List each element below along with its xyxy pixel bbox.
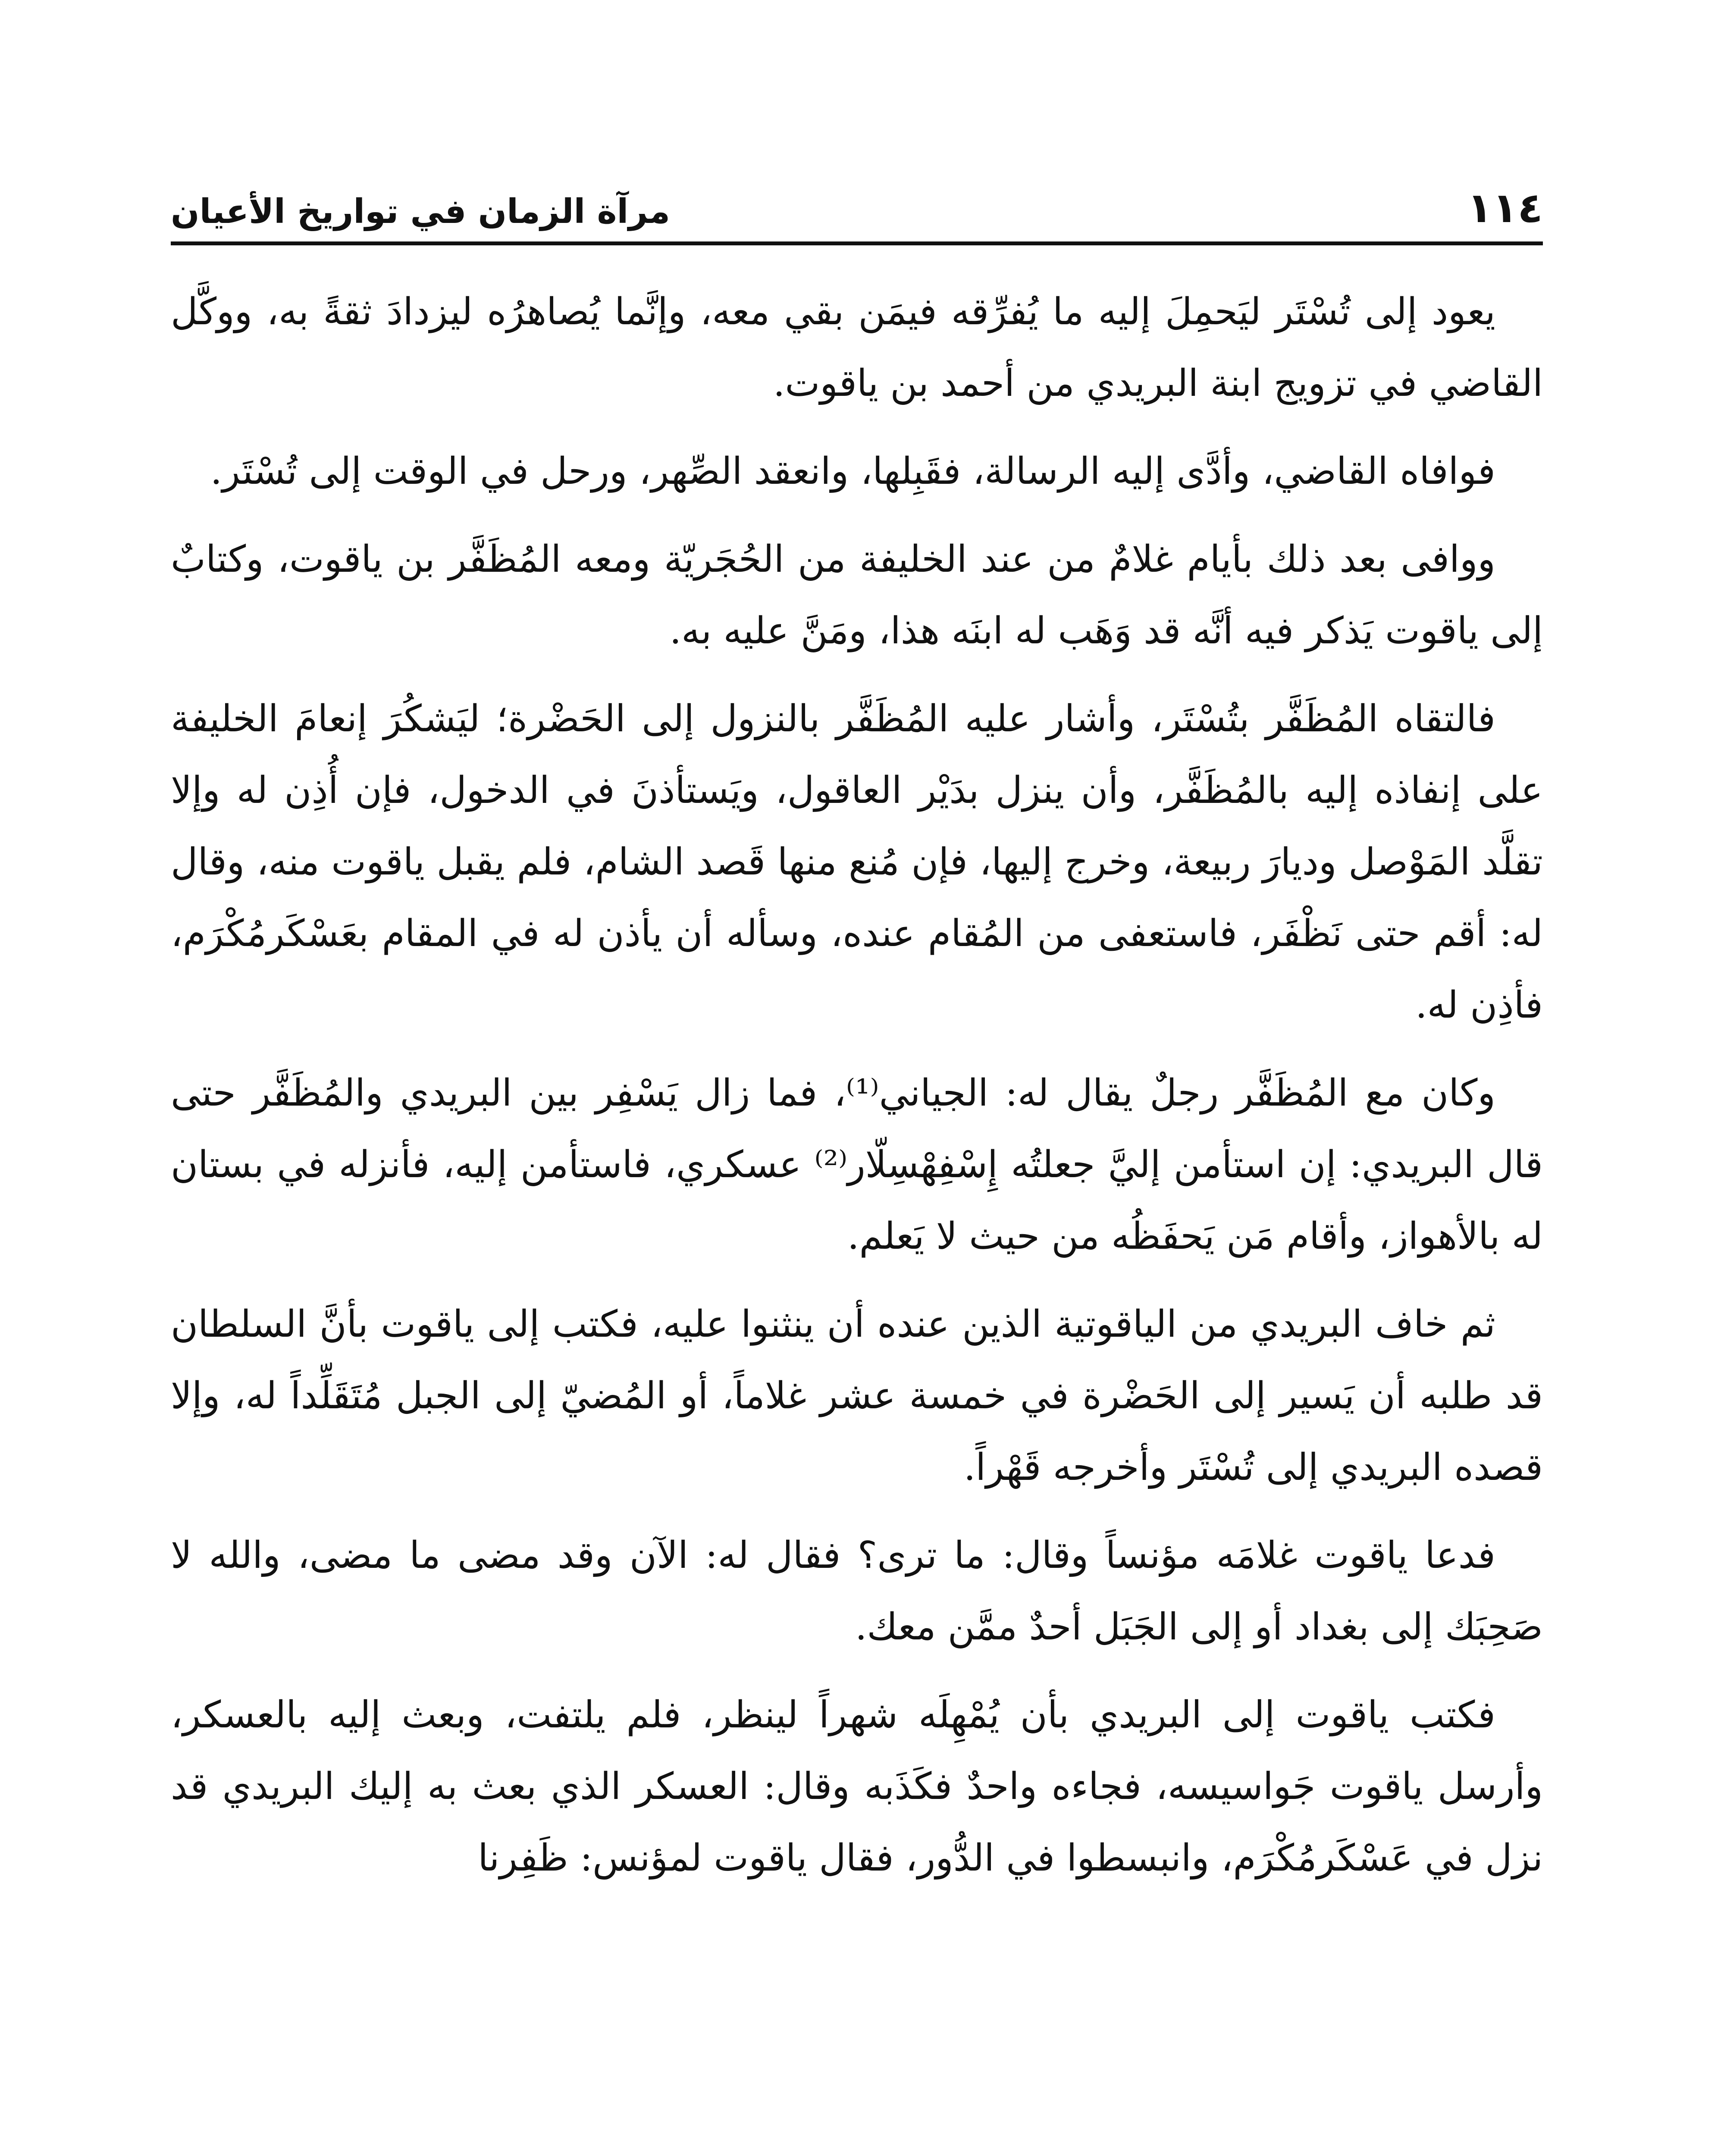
book-title: مرآة الزمان في تواريخ الأعيان bbox=[171, 192, 671, 231]
paragraph-8: فكتب ياقوت إلى البريدي بأن يُمْهِلَه شهراً لينظر، فلم يلتفت، وبعث إليه بالعسكر، وأرسل ياقوت جَواسيسه، فجاءه واحدٌ فكَذَبه وقال: العسكر الذي بعث به إليك البريدي قد نزل في عَسْكَرمُكْرَم، وانبسطوا في الدُّور، فقال ياقوت لمؤنس: ظَفِرنا bbox=[171, 1693, 1543, 1880]
body-text bbox=[171, 276, 1543, 2156]
page-number: ١١٤ bbox=[1467, 184, 1543, 232]
header-divider bbox=[171, 241, 1543, 245]
paragraph-3: ووافى بعد ذلك بأيام غلامٌ من عند الخليفة من الحُجَريّة ومعه المُظَفَّر بن ياقوت، وكتابٌ إلى ياقوت يَذكر فيه أنَّه قد وَهَب له ابنَه هذا، ومَنَّ عليه به. bbox=[171, 538, 1543, 652]
paragraph-1: يعود إلى تُسْتَر ليَحمِلَ إليه ما يُفرِّقه فيمَن بقي معه، وإنَّما يُصاهرُه ليزدادَ ثقةً به، ووكَّل القاضي في تزويج ابنة البريدي من أحمد بن ياقوت. bbox=[171, 290, 1543, 405]
paragraph-5: وكان مع المُظَفَّر رجلٌ يقال له: الجياني⁽¹⁾، فما زال يَسْفِر بين البريدي والمُظَفَّر حتى قال البريدي: إن استأمن إليَّ جعلتُه إِسْفِهْسِلّار⁽²⁾ عسكري، فاستأمن إليه، فأنزله في بستان له بالأهواز، وأقام مَن يَحفَظُه من حيث لا يَعلم. bbox=[171, 1072, 1543, 1258]
paragraph-4: فالتقاه المُظَفَّر بتُسْتَر، وأشار عليه المُظَفَّر بالنزول إلى الحَضْرة؛ ليَشكُرَ إنعامَ الخليفة على إنفاذه إليه بالمُظَفَّر، وأن ينزل بدَيْر العاقول، ويَستأذنَ في الدخول، فإن أُذِن له وإلا تقلَّد المَوْصل وديارَ ربيعة، وخرج إليها، فإن مُنع منها قَصد الشام، فلم يقبل ياقوت منه، وقال له: أقم حتى نَظْفَر، فاستعفى من المُقام عنده، وسأله أن يأذن له في المقام بعَسْكَرمُكْرَم، فأذِن له. bbox=[171, 697, 1543, 1027]
paragraph-7: فدعا ياقوت غلامَه مؤنساً وقال: ما ترى؟ فقال له: الآن وقد مضى ما مضى، والله لا صَحِبَك إلى بغداد أو إلى الجَبَل أحدٌ ممَّن معك. bbox=[171, 1534, 1543, 1648]
paragraph-6: ثم خاف البريدي من الياقوتية الذين عنده أن ينثنوا عليه، فكتب إلى ياقوت بأنَّ السلطان قد طلبه أن يَسير إلى الحَضْرة في خمسة عشر غلاماً، أو المُضيّ إلى الجبل مُتَقَلِّداً له، وإلا قصده البريدي إلى تُسْتَر وأخرجه قَهْراً. bbox=[171, 1303, 1543, 1489]
running-header bbox=[171, 164, 1543, 232]
paragraph-2: فوافاه القاضي، وأدَّى إليه الرسالة، فقَبِلها، وانعقد الصِّهر، ورحل في الوقت إلى تُسْتَر. bbox=[210, 450, 1495, 493]
